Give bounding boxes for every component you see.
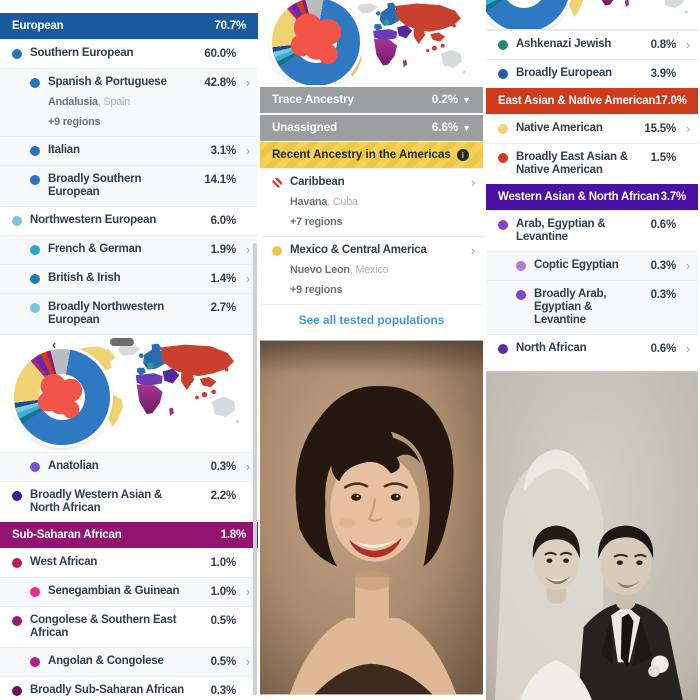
region-subtext: +7 regions <box>290 216 343 228</box>
scrollbar[interactable] <box>253 243 257 695</box>
ancestry-row[interactable] <box>0 452 258 481</box>
ancestry-row[interactable] <box>486 143 698 184</box>
region-dot-icon <box>12 616 22 626</box>
region-subtext: Andalusia, Spain <box>48 96 131 108</box>
ancestry-row[interactable] <box>260 168 483 236</box>
region-value: 2.2% <box>210 490 236 502</box>
unassigned-label: Unassigned <box>272 122 338 134</box>
ancestry-row[interactable] <box>0 165 258 206</box>
ancestry-row[interactable] <box>0 264 258 293</box>
region-value: 0.5% <box>210 615 236 627</box>
region-label: British & Irish <box>48 272 121 284</box>
ancestry-panel-european <box>0 0 258 700</box>
region-value: 0.3% <box>210 461 236 473</box>
category-value: 3.7% <box>660 191 686 203</box>
ancestry-row[interactable] <box>0 293 258 334</box>
category-header[interactable] <box>0 522 258 548</box>
region-dot-icon <box>12 216 22 226</box>
ancestry-row[interactable] <box>0 577 258 606</box>
ancestry-row[interactable] <box>260 236 483 304</box>
region-label: Broadly European <box>516 67 612 79</box>
chevron-right-icon: › <box>470 175 475 190</box>
ancestry-row[interactable] <box>486 334 698 363</box>
recent-ancestry-label: Recent Ancestry in the Americas <box>272 149 451 161</box>
region-dot-icon <box>30 303 40 313</box>
region-dot-icon <box>30 175 40 185</box>
location-markers-icon <box>284 8 350 74</box>
region-label: Broadly East Asian & Native American <box>516 151 628 176</box>
region-dot-icon <box>516 290 526 300</box>
ancestry-row[interactable] <box>0 481 258 522</box>
category-value: 70.7% <box>214 20 246 32</box>
region-value: 0.5% <box>210 656 236 668</box>
region-dot-icon <box>498 220 508 230</box>
wedding-photo <box>486 367 698 700</box>
ancestry-row[interactable] <box>486 210 698 251</box>
recent-ancestry-header <box>260 141 483 168</box>
region-dot-icon <box>516 261 526 271</box>
region-value: 3.1% <box>210 145 236 157</box>
region-label: Ashkenazi Jewish <box>516 38 612 50</box>
region-dot-icon <box>30 657 40 667</box>
region-value: 14.1% <box>204 174 236 186</box>
chevron-right-icon: › <box>245 143 250 158</box>
region-label: Native American <box>516 122 603 134</box>
ancestry-row[interactable] <box>0 136 258 165</box>
region-value: 0.6% <box>650 343 676 355</box>
african-list <box>0 452 258 700</box>
region-dot-icon <box>12 558 22 568</box>
chevron-right-icon: › <box>470 243 475 258</box>
region-dot-icon <box>12 686 22 696</box>
chevron-right-icon: › <box>245 584 250 599</box>
ancestry-row[interactable] <box>0 548 258 577</box>
region-value: 15.5% <box>644 123 676 135</box>
region-value: 1.4% <box>210 273 236 285</box>
chevron-right-icon: › <box>685 121 690 136</box>
top-strip <box>0 0 258 13</box>
region-label: Northwestern European <box>30 214 157 226</box>
region-subtext: +9 regions <box>290 284 343 296</box>
ancestry-row[interactable] <box>486 114 698 143</box>
region-subtext: Nuevo Leon, Mexico <box>290 264 389 276</box>
chevron-right-icon: › <box>245 75 250 90</box>
chevron-right-icon: › <box>685 341 690 356</box>
european-list <box>0 13 258 334</box>
region-value: 1.0% <box>210 557 236 569</box>
region-dot-icon <box>498 40 508 50</box>
asian-african-list <box>486 30 698 363</box>
region-label: Broadly Northwestern European <box>48 301 165 326</box>
unassigned-bar[interactable] <box>260 113 483 141</box>
drag-handle[interactable] <box>110 338 134 346</box>
region-label: Southern European <box>30 47 134 59</box>
region-dot-icon <box>498 124 508 134</box>
ancestry-row[interactable] <box>0 647 258 676</box>
chevron-right-icon: › <box>245 271 250 286</box>
region-label: Broadly Western Asian & North African <box>30 489 163 514</box>
category-label: Sub-Saharan African <box>12 529 122 541</box>
region-subtext: Havana, Cuba <box>290 196 358 208</box>
region-value: 0.8% <box>650 39 676 51</box>
ancestry-row[interactable] <box>486 59 698 88</box>
region-dot-icon <box>12 491 22 501</box>
region-value: 0.6% <box>650 219 676 231</box>
region-value: 42.8% <box>204 77 236 89</box>
chevron-right-icon: › <box>245 459 250 474</box>
region-value: 1.0% <box>210 586 236 598</box>
ancestry-row[interactable] <box>486 30 698 59</box>
region-value: 1.5% <box>650 152 676 164</box>
region-dot-icon <box>30 245 40 255</box>
back-chevron-icon[interactable]: ‹ <box>52 337 57 352</box>
region-dot-icon <box>30 462 40 472</box>
region-dot-icon <box>498 69 508 79</box>
region-label: Anatolian <box>48 460 99 472</box>
region-label: Broadly Arab, Egyptian & Levantine <box>534 288 607 326</box>
region-value: 60.0% <box>204 48 236 60</box>
region-subtext: +9 regions <box>48 116 101 128</box>
category-value: 1.8% <box>220 529 246 541</box>
see-all-populations-link[interactable]: See all tested populations <box>260 304 483 336</box>
region-label: Mexico & Central America <box>290 244 427 256</box>
portrait-photo <box>260 339 483 696</box>
ancestry-row[interactable] <box>0 39 258 68</box>
chevron-right-icon: › <box>685 37 690 52</box>
region-value: 0.3% <box>650 289 676 301</box>
ancestry-panel-americas <box>258 0 483 700</box>
region-dot-icon <box>272 246 282 256</box>
category-value: 17.0% <box>655 95 687 107</box>
region-value: 0.3% <box>210 685 236 697</box>
region-label: Spanish & Portuguese <box>48 76 167 88</box>
category-label: European <box>12 20 64 32</box>
category-header[interactable] <box>486 88 698 114</box>
region-label: Congolese & Southern East African <box>30 614 177 639</box>
region-label: West African <box>30 556 98 568</box>
world-map-block <box>260 0 483 85</box>
region-label: Angolan & Congolese <box>48 655 164 667</box>
striped-region-icon <box>272 178 282 188</box>
category-label: Western Asian & North African <box>498 191 660 203</box>
category-header[interactable] <box>0 13 258 39</box>
location-markers-icon <box>32 369 90 427</box>
region-dot-icon <box>30 274 40 284</box>
region-value: 6.0% <box>210 215 236 227</box>
ancestry-row[interactable] <box>0 68 258 136</box>
region-value: 3.9% <box>650 68 676 80</box>
world-map-block <box>0 334 258 452</box>
ancestry-row[interactable] <box>486 280 698 334</box>
ancestry-row[interactable] <box>0 676 258 700</box>
region-label: Italian <box>48 144 80 156</box>
ancestry-panel-asian-african <box>483 0 698 700</box>
region-dot-icon <box>498 344 508 354</box>
region-label: Arab, Egyptian & Levantine <box>516 218 606 243</box>
region-label: Senegambian & Guinean <box>48 585 180 597</box>
ancestry-row[interactable] <box>0 206 258 235</box>
trace-ancestry-label: Trace Ancestry <box>272 94 355 106</box>
chevron-right-icon: › <box>685 258 690 273</box>
region-label: Broadly Sub-Saharan African <box>30 684 184 696</box>
americas-list <box>260 168 483 304</box>
region-value: 2.7% <box>210 302 236 314</box>
world-map-block <box>486 0 698 30</box>
trace-ancestry-bar[interactable] <box>260 85 483 113</box>
region-value: 0.3% <box>650 260 676 272</box>
region-label: French & German <box>48 243 142 255</box>
region-dot-icon <box>30 587 40 597</box>
trace-ancestry-value: 0.2% <box>431 94 459 106</box>
chevron-down-icon: ▼ <box>462 122 471 133</box>
info-icon[interactable]: i <box>457 149 469 161</box>
category-label: East Asian & Native American <box>498 95 656 107</box>
chevron-right-icon: › <box>245 242 250 257</box>
region-dot-icon <box>30 146 40 156</box>
category-header[interactable] <box>486 184 698 210</box>
chevron-right-icon: › <box>245 654 250 669</box>
ancestry-row[interactable] <box>0 606 258 647</box>
region-label: Broadly Southern European <box>48 173 142 198</box>
region-label: Coptic Egyptian <box>534 259 619 271</box>
ancestry-row[interactable] <box>486 251 698 280</box>
region-label: Caribbean <box>290 176 345 188</box>
region-label: North African <box>516 342 587 354</box>
region-dot-icon <box>30 78 40 88</box>
unassigned-value: 6.6% <box>431 122 459 134</box>
chevron-down-icon: ▼ <box>462 94 471 105</box>
region-dot-icon <box>12 49 22 59</box>
ancestry-row[interactable] <box>0 235 258 264</box>
region-value: 1.9% <box>210 244 236 256</box>
region-dot-icon <box>498 153 508 163</box>
